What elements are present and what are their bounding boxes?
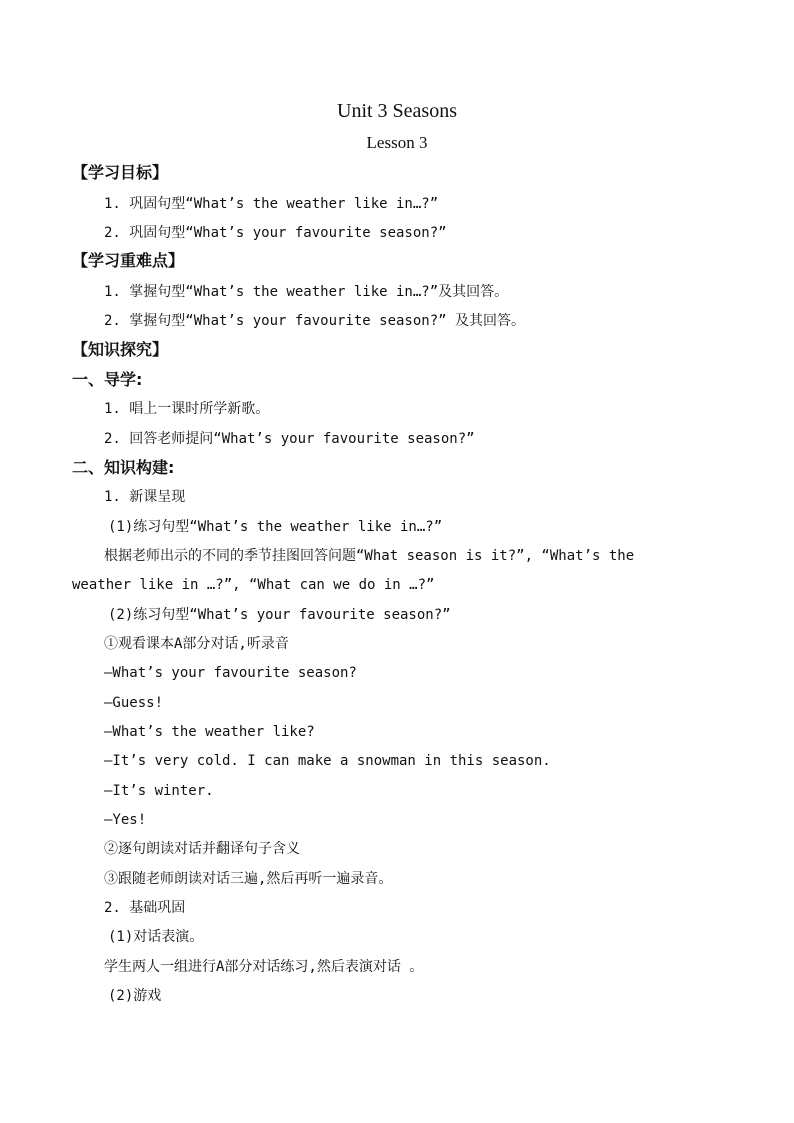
part2-line-4: weather like in …?”, “What can we do in …?” bbox=[72, 577, 435, 593]
dialogue-line-4: —It’s very cold. I can make a snowman in this season. bbox=[104, 753, 551, 769]
part2-line-5: (2)练习句型“What’s your favourite season?” bbox=[108, 607, 451, 623]
part2-line-14: ③跟随老师朗读对话三遍,然后再听一遍录音。 bbox=[104, 871, 393, 887]
page-title: Unit 3 Seasons bbox=[337, 100, 457, 122]
dialogue-line-1: —What’s your favourite season? bbox=[104, 665, 357, 681]
part2-heading: 二、知识构建: bbox=[72, 458, 175, 477]
dialogue-line-3: —What’s the weather like? bbox=[104, 724, 315, 740]
part2-line-3: 根据老师出示的不同的季节挂图回答问题“What season is it?”, “What’s the bbox=[104, 548, 635, 564]
dialogue-line-2: —Guess! bbox=[104, 695, 164, 711]
dialogue-line-5: —It’s winter. bbox=[104, 783, 214, 799]
part1-item-1: 1. 唱上一课时所学新歌。 bbox=[104, 401, 270, 417]
lesson-subtitle: Lesson 3 bbox=[366, 133, 428, 152]
part2-line-2: (1)练习句型“What’s the weather like in…?” bbox=[108, 519, 443, 535]
part2-line-1: 1. 新课呈现 bbox=[104, 489, 186, 505]
key-point-item-1: 1. 掌握句型“What’s the weather like in…?”及其回答。 bbox=[104, 284, 509, 300]
part2-line-13: ②逐句朗读对话并翻译句子含义 bbox=[104, 841, 300, 857]
part2-line-17: 学生两人一组进行A部分对话练习,然后表演对话 。 bbox=[104, 959, 424, 975]
section-heading-explore: 【知识探究】 bbox=[72, 340, 169, 359]
goal-item-2: 2. 巩固句型“What’s your favourite season?” bbox=[104, 225, 447, 241]
part1-heading: 一、导学: bbox=[72, 370, 143, 389]
key-point-item-2: 2. 掌握句型“What’s your favourite season?” 及其回答。 bbox=[104, 313, 526, 329]
part2-line-15: 2. 基础巩固 bbox=[104, 900, 186, 916]
part2-line-18: (2)游戏 bbox=[108, 988, 162, 1004]
part2-line-16: (1)对话表演。 bbox=[108, 929, 204, 945]
part2-line-6: ①观看课本A部分对话,听录音 bbox=[104, 636, 289, 652]
part1-item-2: 2. 回答老师提问“What’s your favourite season?” bbox=[104, 431, 475, 447]
goal-item-1: 1. 巩固句型“What’s the weather like in…?” bbox=[104, 196, 439, 212]
dialogue-line-6: —Yes! bbox=[104, 812, 147, 828]
section-heading-goals: 【学习目标】 bbox=[72, 163, 169, 182]
section-heading-key-points: 【学习重难点】 bbox=[72, 251, 185, 270]
